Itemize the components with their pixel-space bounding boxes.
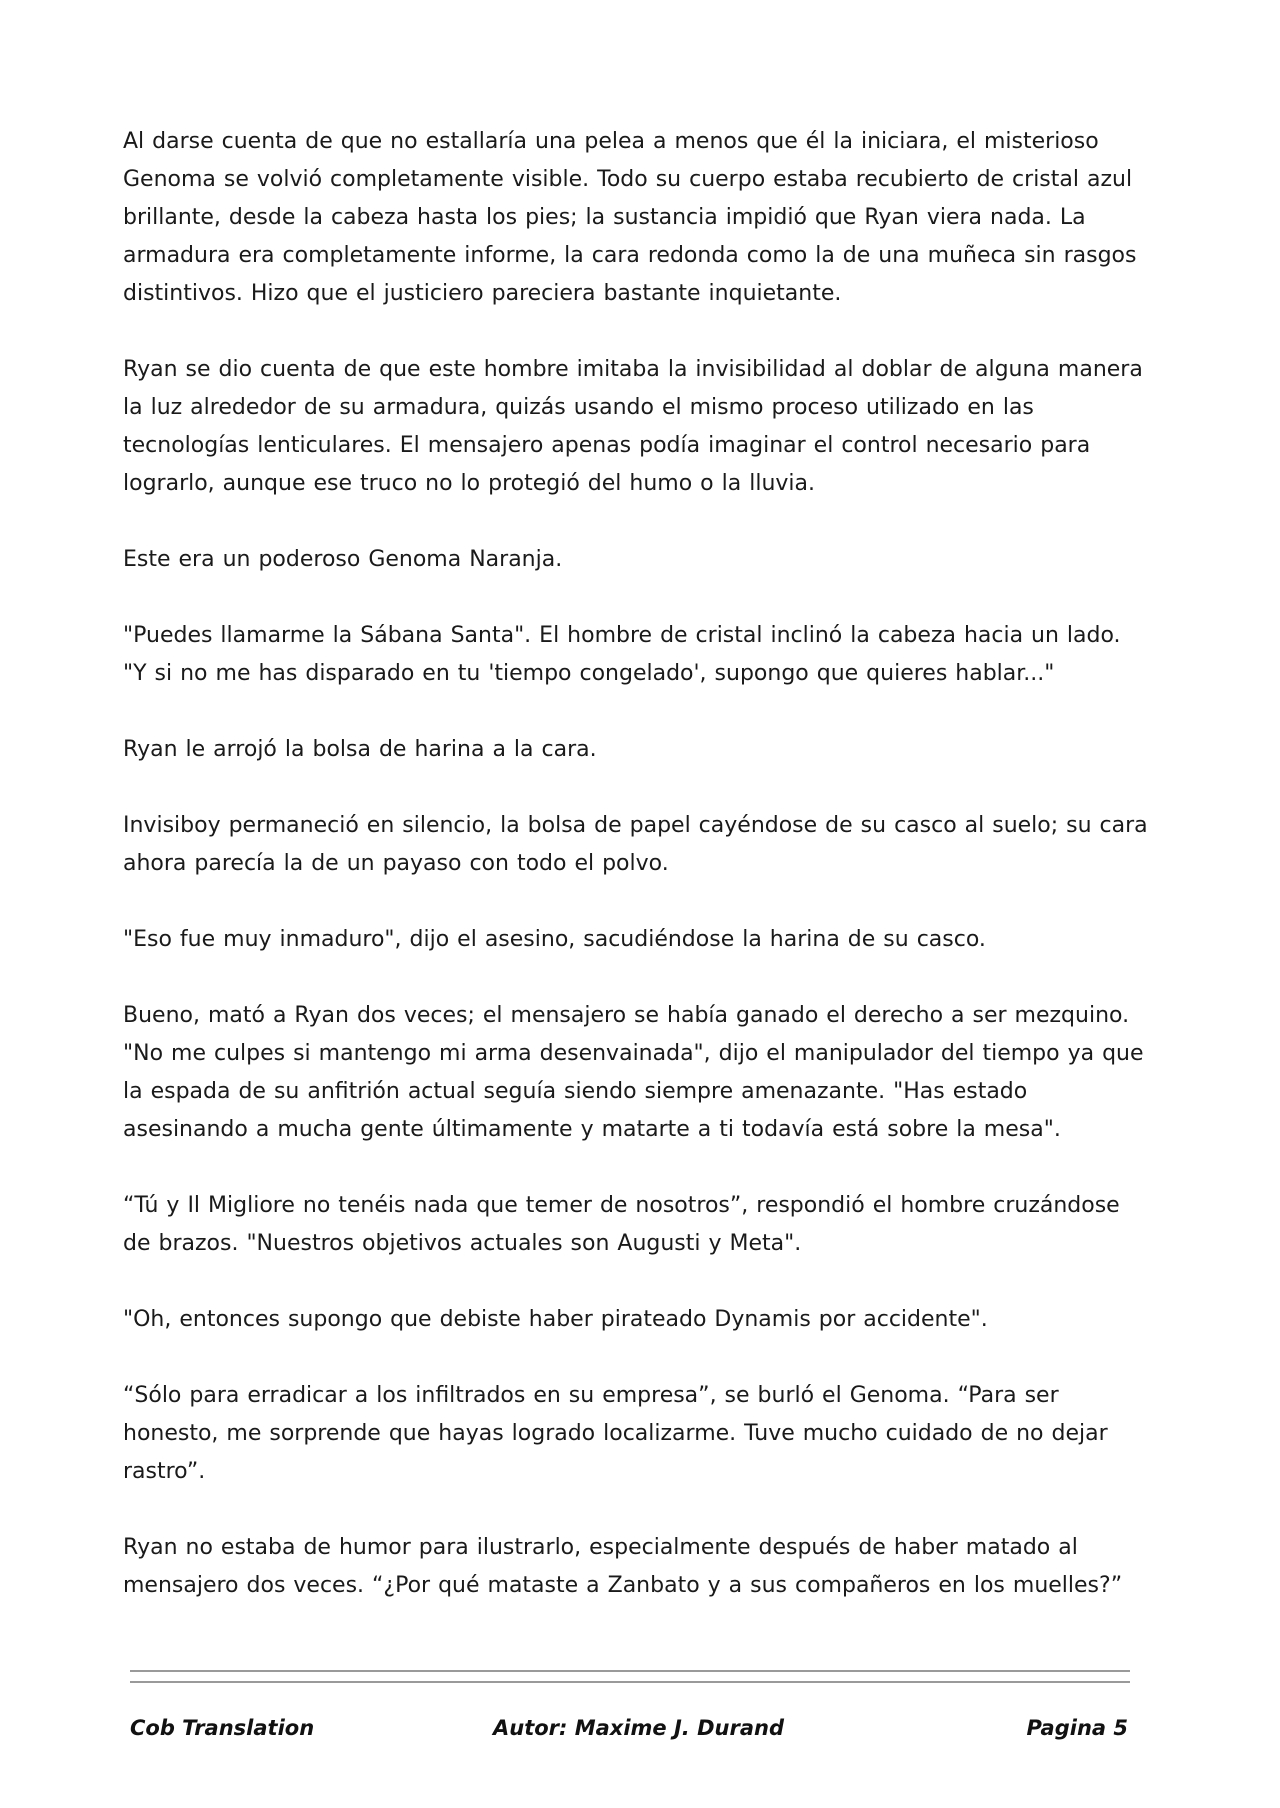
footer-author: Autor: Maxime J. Durand — [493, 1716, 784, 1740]
paragraph: "Eso fue muy inmaduro", dijo el asesino, sacudiéndose la harina de su casco. — [123, 927, 986, 952]
paragraph: Ryan se dio cuenta de que este hombre imitaba la invisibilidad al doblar de alguna manera la luz alrededor de su armadura, quizás usando el mismo proceso utilizado en las tecnologías lenticulares. El mensajero apenas podía imaginar el control necesario para lograrlo, aunque ese truco no lo protegió del humo o la lluvia. — [123, 357, 1143, 496]
paragraph: “Sólo para erradicar a los infiltrados en su empresa”, se burló el Genoma. “Para ser honesto, me sorprende que hayas logrado localizarme. Tuve mucho cuidado de no dejar rastro”. — [123, 1383, 1108, 1484]
paragraph: Invisiboy permaneció en silencio, la bolsa de papel cayéndose de su casco al suelo; su cara ahora parecía la de un payaso con todo el polvo. — [123, 813, 1148, 876]
paragraph: Al darse cuenta de que no estallaría una pelea a menos que él la iniciara, el misterioso Genoma se volvió completamente visible. Todo su cuerpo estaba recubierto de cristal azul brillante, desde la cabeza hasta los pies; la sustancia impidió que Ryan viera nada. La armadura era completamente informe, la cara redonda como la de una muñeca sin rasgos distintivos. Hizo que el justiciero pareciera bastante inquietante. — [123, 129, 1137, 306]
paragraph: "Puedes llamarme la Sábana Santa". El hombre de cristal inclinó la cabeza hacia un lado. "Y si no me has disparado en tu 'tiempo congelado', supongo que quieres hablar..." — [123, 623, 1121, 686]
footer-divider-bottom — [130, 1681, 1130, 1683]
paragraph: “Tú y Il Migliore no tenéis nada que temer de nosotros”, respondió el hombre cruzándose de brazos. "Nuestros objetivos actuales son Augusti y Meta". — [123, 1193, 1120, 1256]
footer-page-number: Pagina 5 — [1026, 1716, 1128, 1740]
paragraph: "Oh, entonces supongo que debiste haber pirateado Dynamis por accidente". — [123, 1307, 988, 1332]
paragraph: Este era un poderoso Genoma Naranja. — [123, 547, 563, 572]
footer-divider-top — [130, 1670, 1130, 1672]
document-body — [123, 123, 1148, 1643]
footer-translator: Cob Translation — [130, 1716, 315, 1740]
paragraph: Bueno, mató a Ryan dos veces; el mensajero se había ganado el derecho a ser mezquino. "No me culpes si mantengo mi arma desenvainada", dijo el manipulador del tiempo ya que la espada de su anfitrión actual seguía siendo siempre amenazante. "Has estado asesinando a mucha gente últimamente y matarte a ti todavía está sobre la mesa". — [123, 1003, 1144, 1142]
paragraph: Ryan no estaba de humor para ilustrarlo, especialmente después de haber matado al mensajero dos veces. “¿Por qué mataste a Zanbato y a sus compañeros en los muelles?” — [123, 1535, 1123, 1598]
paragraph: Ryan le arrojó la bolsa de harina a la cara. — [123, 737, 597, 762]
